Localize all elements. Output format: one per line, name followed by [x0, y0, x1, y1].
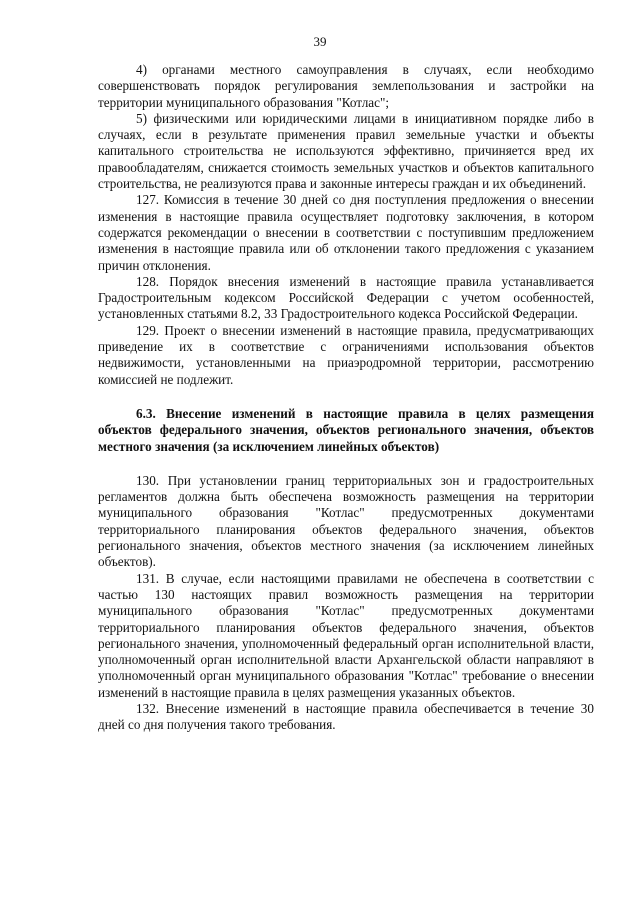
paragraph-item-5: 5) физическими или юридическими лицами в инициативном порядке либо в случаях, если в результате применения правил земельные участки и объекты капитального строительства не используются эффективно, причиняется вред их правообладателям, снижается стоимость земельных участков и объектов капитального строительства, не реализуются права и законные интересы граждан и их объединений.	[98, 110, 594, 192]
paragraph-129: 129. Проект о внесении изменений в настоящие правила, предусматривающих приведение их в соответствие с ограничениями использования объектов недвижимости, установленными на приаэродромной территории, рассмотрению комиссией не подлежит.	[98, 322, 594, 387]
page-number: 39	[313, 34, 327, 49]
paragraph-127: 127. Комиссия в течение 30 дней со дня поступления предложения о внесении изменения в настоящие правила осуществляет подготовку заключения, в котором содержатся рекомендации о внесении в соответствии с поступившим предложением изменения в настоящие правила или об отклонении такого предложения с указанием причин отклонения.	[98, 192, 594, 273]
paragraph-132: 132. Внесение изменений в настоящие правила обеспечивается в течение 30 дней со дня получения такого требования.	[98, 700, 594, 733]
paragraph-item-4: 4) органами местного самоуправления в случаях, если необходимо совершенствовать порядок регулирования землепользования и застройки на территории муниципального образования "Котлас";	[98, 62, 594, 110]
paragraph-128: 128. Порядок внесения изменений в настоящие правила устанавливается Градостроительным кодексом Российской Федерации с учетом особенностей, установленных статьями 8.2, 33 Градостроительного кодекса Российской Федерации.	[98, 273, 594, 322]
paragraph-130: 130. При установлении границ территориальных зон и градостроительных регламентов должна быть обеспечена возможность размещения на территории муниципального образования "Котлас" предусмотренных документами территориального планирования объектов федерального значения, объектов регионального значения, объектов местного значения (за исключением линейных объектов).	[98, 472, 594, 570]
paragraph-131: 131. В случае, если настоящими правилами не обеспечена в соответствии с частью 130 настоящих правил возможность размещения на территории муниципального образования "Котлас" предусмотренных документами территориального планирования объектов федерального значения, объектов регионального значения, уполномоченный федеральный орган исполнительной власти, уполномоченный орган исполнительной власти Архангельской области направляют в уполномоченный орган муниципального образования "Котлас" требование о внесении изменений в настоящие правила в целях размещения указанных объектов.	[98, 570, 594, 700]
section-heading: 6.3. Внесение изменений в настоящие правила в целях размещения объектов федерального значения, объектов регионального значения, объектов местного значения (за исключением линейных объектов)	[98, 405, 594, 454]
page-body	[98, 62, 594, 734]
